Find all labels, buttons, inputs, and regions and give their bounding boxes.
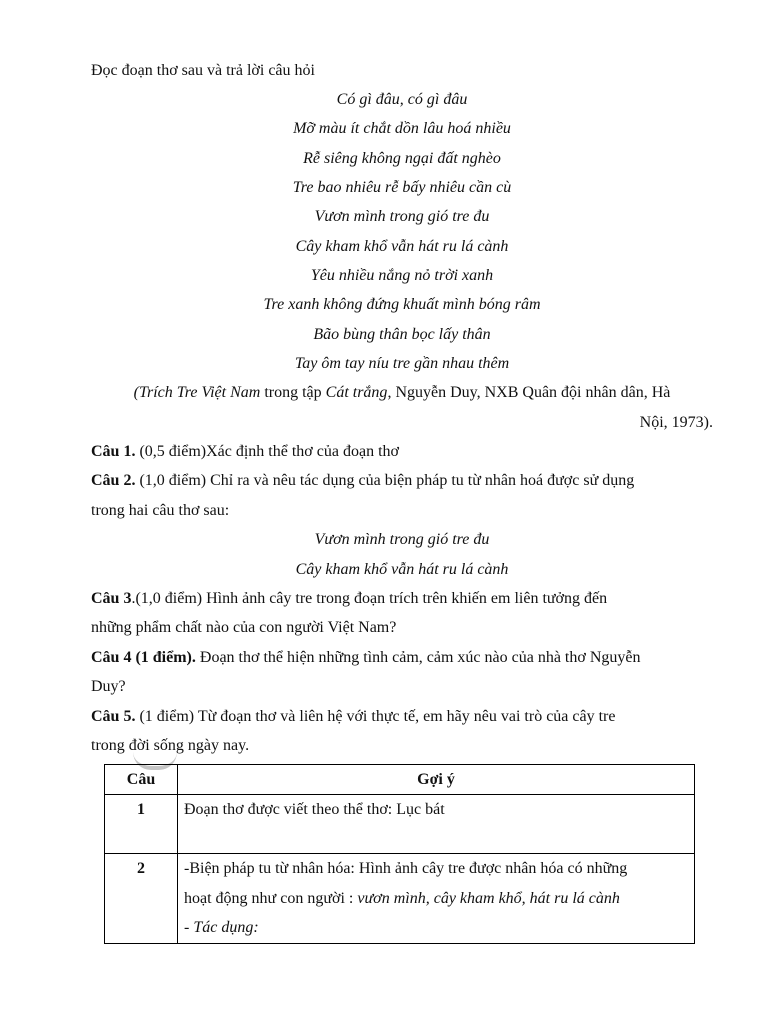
table-row [105,795,695,854]
question-label: Câu 4 (1 điểm). [91,649,196,666]
row-content [178,854,695,943]
question-label: Câu 2. [91,472,136,489]
quoted-verse: Cây kham khổ vẫn hát ru lá cành [295,561,509,578]
question-2 [91,466,713,495]
row-line: -Biện pháp tu từ nhân hóa: Hình ảnh cây tre được nhân hóa có những [184,860,628,878]
citation-work: Tre Việt Nam [176,384,261,401]
citation [91,378,713,407]
question-3-cont: những phẩm chất nào của con người Việt Nam? [91,619,397,636]
intro-text: Đọc đoạn thơ sau và trả lời câu hỏi [91,62,315,79]
citation-mid: trong tập [260,384,326,401]
poem-line: Cây kham khổ vẫn hát ru lá cành [295,238,509,255]
row-text: hoạt động như con người : [184,889,358,907]
question-text: Đoạn thơ thể hiện những tình cảm, cảm xúc nào của nhà thơ Nguyễn [195,649,641,666]
question-1 [91,437,713,466]
row-number: 1 [105,795,178,854]
question-text: (1,0 điểm) Chỉ ra và nêu tác dụng của biện pháp tu từ nhân hoá được sử dụng [135,472,635,489]
question-4-cont: Duy? [91,678,126,695]
poem-line: Tay ôm tay níu tre gần nhau thêm [294,355,510,372]
row-italic-text: vươn mình, cây kham khổ, hát ru lá cành [357,889,620,907]
poem-line: Yêu nhiều nắng nỏ trời xanh [310,267,494,284]
citation-paren: (Trích [133,384,177,401]
question-text: (0,5 điểm)Xác định thể thơ của đoạn thơ [135,443,399,460]
question-4 [91,643,713,672]
poem-line: Tre xanh không đứng khuất mình bóng râm [263,296,541,313]
row-content: Đoạn thơ được viết theo thể thơ: Lục bát [178,795,695,854]
citation-rest: , Nguyễn Duy, NXB Quân đội nhân dân, Hà [387,384,671,401]
header-cau: Câu [105,765,178,795]
citation-line2: Nội, 1973). [639,414,713,431]
row-italic-text: Tác dụng: [193,919,259,937]
question-label: Câu 1. [91,443,136,460]
poem-line: Rễ siêng không ngại đất nghèo [303,150,501,167]
question-label: Câu 3 [91,590,132,607]
row-text: - [184,919,194,937]
question-2-cont: trong hai câu thơ sau: [91,502,230,519]
poem-line: Tre bao nhiêu rễ bấy nhiêu cần cù [292,179,512,196]
question-text: .(1,0 điểm) Hình ảnh cây tre trong đoạn trích trên khiến em liên tưởng đến [131,590,608,607]
header-goi-y: Gợi ý [178,765,695,795]
poem-line: Bão bùng thân bọc lấy thân [313,326,491,343]
row-line [184,913,688,942]
citation-collection: Cát trắng [325,384,388,401]
answer-table [104,764,695,944]
quoted-verse: Vươn mình trong gió tre đu [314,531,490,548]
poem-line: Mỡ màu ít chắt dồn lâu hoá nhiều [293,120,511,137]
question-text: (1 điểm) Từ đoạn thơ và liên hệ với thực tế, em hãy nêu vai trò của cây tre [135,708,616,725]
poem-line: Vươn mình trong gió tre đu [314,208,490,225]
question-label: Câu 5. [91,708,136,725]
row-number: 2 [105,854,178,943]
question-3 [91,584,713,613]
question-5 [91,702,713,731]
poem-line: Có gì đâu, có gì đâu [336,91,468,108]
question-5-cont: trong đời sống ngày nay. [91,737,250,754]
table-row [105,854,695,943]
table-header-row [105,765,695,795]
row-line [184,884,688,913]
